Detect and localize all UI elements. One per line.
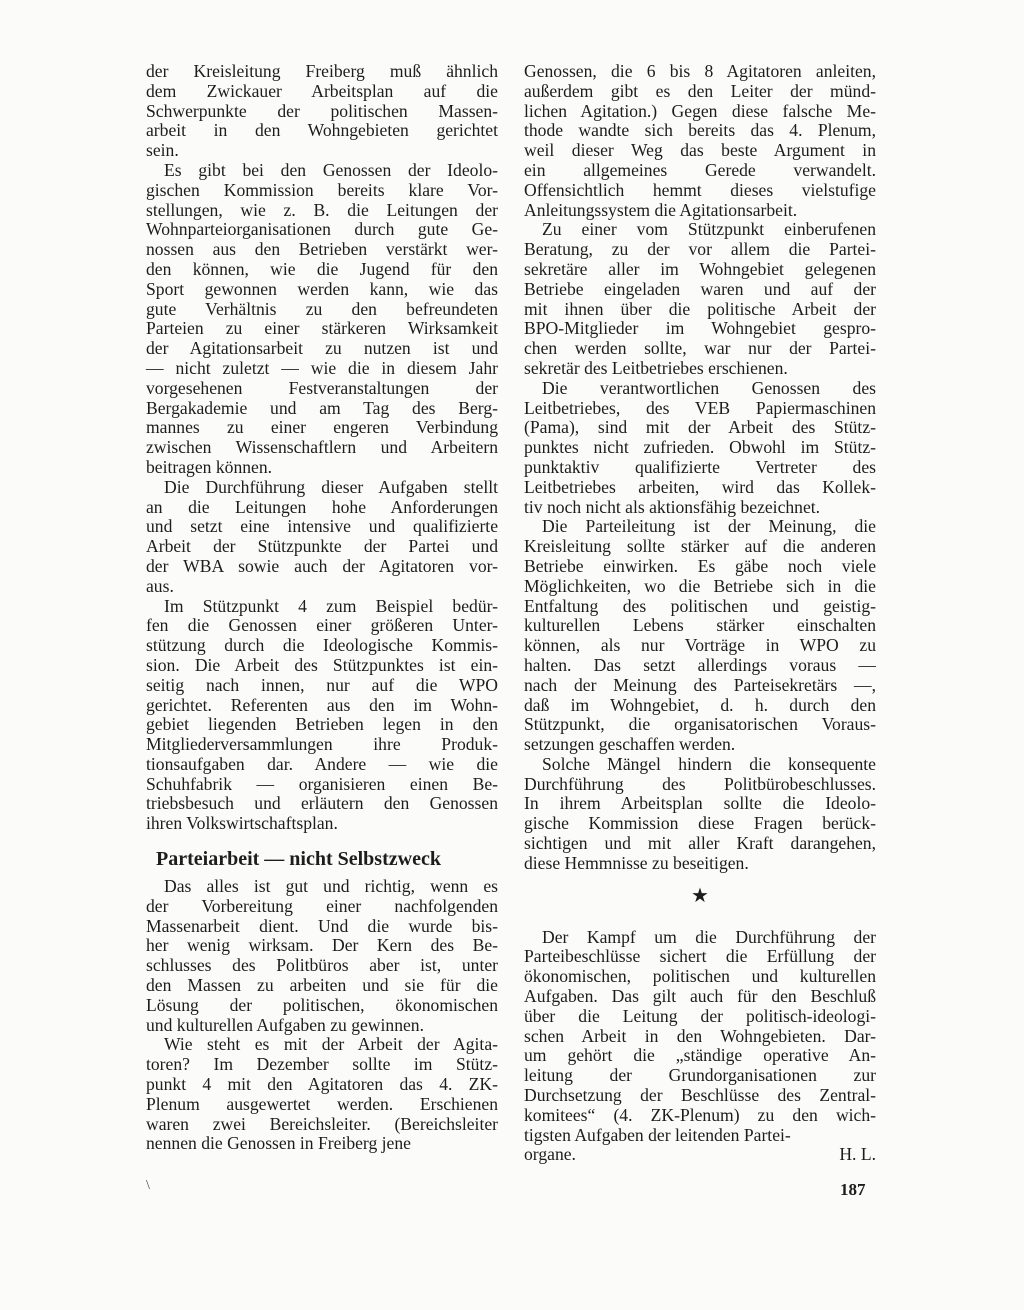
text-line: diese Hemmnisse zu beseitigen. bbox=[524, 852, 749, 873]
text-line: sion. Die Arbeit des Stützpunktes ist ein- bbox=[146, 654, 498, 675]
text-line: tigsten Aufgaben der leitenden Partei- bbox=[524, 1124, 791, 1145]
text-line: Das alles ist gut und richtig, wenn es bbox=[164, 876, 498, 897]
text-line: gerichtet. Referenten aus den im Wohn- bbox=[146, 694, 498, 715]
text-line: schlusses des Politbüros aber ist, unter bbox=[146, 955, 498, 976]
text-line: — nicht zuletzt — wie die in diesem Jahr bbox=[146, 357, 498, 378]
text-line: arbeit in den Wohngebieten gerichtet bbox=[146, 120, 498, 141]
text-line: punktes nicht zufrieden. Obwohl im Stütz- bbox=[524, 437, 876, 458]
text-line: Stützpunkt, die organisatorischen Voraus- bbox=[524, 714, 876, 735]
text-line: Mitgliederversammlungen ihre Produk- bbox=[146, 734, 498, 755]
text-line: punktaktiv qualifizierte Vertreter des bbox=[524, 456, 876, 477]
paragraph bbox=[524, 62, 876, 220]
text-line: setzungen geschaffen werden. bbox=[524, 734, 736, 755]
text-line: Wie steht es mit der Arbeit der Agita- bbox=[164, 1034, 498, 1055]
text-line: sekretäre aller im Wohngebiet gelegenen bbox=[524, 258, 876, 279]
text-line: sekretär des Leitbetriebes erschienen. bbox=[524, 357, 788, 378]
text-line: Kreisleitung sollte stärker auf die anderen bbox=[524, 536, 876, 557]
text-line: mannes zu einer engeren Verbindung bbox=[146, 417, 498, 438]
text-line: Beratung, zu der vor allem die Partei- bbox=[524, 239, 876, 260]
text-line: Lösung der politischen, ökonomischen bbox=[146, 994, 498, 1015]
text-line: ein allgemeines Gerede verwandelt. bbox=[524, 159, 876, 180]
text-line: der Agitationsarbeit zu nutzen ist und bbox=[146, 338, 498, 359]
text-line: Massenarbeit dient. Und die wurde bis- bbox=[146, 915, 498, 936]
text-line: tiv noch nicht als aktionsfähig bezeichnet. bbox=[524, 496, 821, 517]
signoff-line bbox=[524, 1145, 876, 1165]
text-line: Aufgaben. Das gilt auch für den Beschluß bbox=[524, 986, 876, 1007]
text-line: (Pama), sind mit der Arbeit des Stütz- bbox=[524, 417, 876, 438]
text-line: Betriebe einwirken. Es gäbe noch viele bbox=[524, 555, 876, 576]
paragraph bbox=[524, 379, 876, 518]
text-line: nossen aus den Betrieben verstärkt wer- bbox=[146, 239, 498, 260]
text-line: sein. bbox=[146, 140, 179, 161]
text-line: Entfaltung des politischen und geistig- bbox=[524, 595, 876, 616]
text-line: nennen die Genossen in Freiberg jene bbox=[146, 1133, 411, 1154]
text-line: stützung durch die Ideologische Kommis- bbox=[146, 635, 498, 656]
star-separator: ★ bbox=[691, 884, 709, 907]
right-paragraphs bbox=[524, 62, 876, 874]
text-line: Genossen, die 6 bis 8 Agitatoren anleiten, bbox=[524, 61, 876, 81]
text-line: fen die Genossen einer größeren Unter- bbox=[146, 615, 498, 636]
text-line: Parteien zu einer stärkeren Wirksamkeit bbox=[146, 318, 498, 339]
paragraph bbox=[146, 62, 498, 161]
text-line: gische Kommission diese Fragen berück- bbox=[524, 813, 876, 834]
text-line: und setzt eine intensive und qualifizierte bbox=[146, 516, 498, 537]
text-line: den Massen zu arbeiten und sie für die bbox=[146, 975, 498, 996]
text-line: tionsaufgaben dar. Andere — wie die bbox=[146, 753, 498, 774]
text-line: Die Durchführung dieser Aufgaben stellt bbox=[164, 476, 498, 497]
left-column bbox=[146, 62, 498, 1154]
text-line: ihren Volkswirtschaftsplan. bbox=[146, 813, 338, 834]
text-line: leitung der Grundorganisationen zur bbox=[524, 1065, 876, 1086]
scan-mark: \ bbox=[146, 1178, 150, 1193]
text-line: an die Leitungen hohe Anforderungen bbox=[146, 496, 498, 517]
text-line: thode wandte sich bereits das 4. Plenum, bbox=[524, 120, 876, 141]
text-line: kulturellen Lebens stärker einschalten bbox=[524, 615, 876, 636]
text-line: der WBA sowie auch der Agitatoren vor- bbox=[146, 555, 498, 576]
text-line: komitees“ (4. ZK-Plenum) zu den wich- bbox=[524, 1104, 876, 1125]
text-line: Anleitungssystem die Agitationsarbeit. bbox=[524, 199, 798, 220]
paragraph bbox=[524, 517, 876, 755]
text-line: In ihrem Arbeitsplan sollte die Ideolo- bbox=[524, 793, 876, 814]
section-heading: Parteiarbeit — nicht Selbstzweck bbox=[156, 848, 441, 871]
text-line: chen werden sollte, war nur der Partei- bbox=[524, 338, 876, 359]
text-line: den können, wie die Jugend für den bbox=[146, 258, 498, 279]
text-line: vorgesehenen Festveranstaltungen der bbox=[146, 377, 498, 398]
text-line: gebiet liegenden Betrieben legen in den bbox=[146, 714, 498, 735]
text-line: gute Verhältnis zu den befreundeten bbox=[146, 298, 498, 319]
text-line: sichtigen und mit aller Kraft darangehen, bbox=[524, 833, 876, 854]
text-line: Schwerpunkte der politischen Massen- bbox=[146, 100, 498, 121]
text-line: Betriebe eingeladen waren und auf der bbox=[524, 278, 876, 299]
text-line: beitragen können. bbox=[146, 456, 273, 477]
text-line: gischen Kommission bereits klare Vor- bbox=[146, 179, 498, 200]
text-line: ökonomischen, politischen und kulturellen bbox=[524, 966, 876, 987]
paragraph bbox=[146, 1035, 498, 1154]
text-line: Wohnparteiorganisationen durch gute Ge- bbox=[146, 219, 498, 240]
text-line: dem Zwickauer Arbeitsplan auf die bbox=[146, 80, 498, 101]
text-line: punkt 4 mit den Agitatoren das 4. ZK- bbox=[146, 1074, 498, 1095]
text-line: Schuhfabrik — organisieren einen Be- bbox=[146, 773, 498, 794]
paragraph bbox=[146, 877, 498, 1035]
closing-word: organe. bbox=[524, 1144, 576, 1165]
text-line: Leitbetriebes, des VEB Papiermaschinen bbox=[524, 397, 876, 418]
text-line: triebsbesuch und erläutern den Genossen bbox=[146, 793, 498, 814]
text-line: seitig nach innen, nur auf die WPO bbox=[146, 674, 498, 695]
text-line: Leitbetriebes arbeiten, wird das Kollek- bbox=[524, 476, 876, 497]
text-line: aus. bbox=[146, 575, 174, 596]
text-line: Offensichtlich hemmt dieses vielstufige bbox=[524, 179, 876, 200]
text-line: Die verantwortlichen Genossen des bbox=[542, 377, 876, 398]
text-line: Es gibt bei den Genossen der Ideolo- bbox=[164, 159, 498, 180]
text-line: zwischen Wissenschaftlern und Arbeitern bbox=[146, 437, 498, 458]
text-line: Solche Mängel hindern die konsequente bbox=[542, 753, 876, 774]
text-line: Die Parteileitung ist der Meinung, die bbox=[542, 516, 876, 537]
text-line: lichen Agitation.) Gegen diese falsche Me- bbox=[524, 100, 876, 121]
paragraph bbox=[146, 161, 498, 478]
text-line: Sport gewonnen werden kann, wie das bbox=[146, 278, 498, 299]
text-line: der Vorbereitung einer nachfolgenden bbox=[146, 895, 498, 916]
text-line: BPO-Mitglieder im Wohngebiet gespro- bbox=[524, 318, 876, 339]
text-line: Im Stützpunkt 4 zum Beispiel bedür- bbox=[164, 595, 498, 616]
right-paragraphs-after-star bbox=[524, 928, 876, 1146]
text-line: Durchführung des Politbürobeschlusses. bbox=[524, 773, 876, 794]
text-line: toren? Im Dezember sollte im Stütz- bbox=[146, 1054, 498, 1075]
text-line: um gehört die „ständige operative An- bbox=[524, 1045, 876, 1066]
text-line: weil dieser Weg das beste Argument in bbox=[524, 140, 876, 161]
paragraph bbox=[524, 755, 876, 874]
text-line: nach der Meinung des Parteisekretärs —, bbox=[524, 674, 876, 695]
text-line: Der Kampf um die Durchführung der bbox=[542, 926, 876, 947]
text-line: können, als nur Vorträge in WPO zu bbox=[524, 635, 876, 656]
text-line: schen Arbeit in den Wohngebieten. Dar- bbox=[524, 1025, 876, 1046]
text-line: Zu einer vom Stützpunkt einberufenen bbox=[542, 219, 876, 240]
text-line: Plenum ausgewertet werden. Erschienen bbox=[146, 1093, 498, 1114]
text-line: Durchsetzung der Beschlüsse des Zentral- bbox=[524, 1085, 876, 1106]
author-initials: H. L. bbox=[839, 1144, 876, 1165]
text-line: Parteibeschlüsse sichert die Erfüllung der bbox=[524, 946, 876, 967]
text-line: über die Leitung der politisch-ideologi- bbox=[524, 1005, 876, 1026]
text-line: und kulturellen Aufgaben zu gewinnen. bbox=[146, 1014, 425, 1035]
left-paragraphs-after-heading bbox=[146, 877, 498, 1154]
text-line: Möglichkeiten, wo die Betriebe sich in die bbox=[524, 575, 876, 596]
text-line: der Kreisleitung Freiberg muß ähnlich bbox=[146, 61, 498, 81]
text-line: mit ihnen über die politische Arbeit der bbox=[524, 298, 876, 319]
paragraph bbox=[524, 220, 876, 378]
text-line: außerdem gibt es den Leiter der münd- bbox=[524, 80, 876, 101]
left-paragraphs bbox=[146, 62, 498, 834]
right-column bbox=[524, 62, 876, 1165]
text-line: Arbeit der Stützpunkte der Partei und bbox=[146, 536, 498, 557]
page-number: 187 bbox=[840, 1180, 866, 1199]
paragraph bbox=[524, 928, 876, 1146]
paragraph bbox=[146, 478, 498, 597]
text-line: her wenig wirksam. Der Kern des Be- bbox=[146, 935, 498, 956]
text-line: Bergakademie und am Tag des Berg- bbox=[146, 397, 498, 418]
text-line: waren zwei Bereichsleiter. (Bereichsleiter bbox=[146, 1113, 498, 1134]
text-line: stellungen, wie z. B. die Leitungen der bbox=[146, 199, 498, 220]
text-line: daß im Wohngebiet, d. h. durch den bbox=[524, 694, 876, 715]
text-line: halten. Das setzt allerdings voraus — bbox=[524, 654, 876, 675]
paragraph bbox=[146, 597, 498, 835]
